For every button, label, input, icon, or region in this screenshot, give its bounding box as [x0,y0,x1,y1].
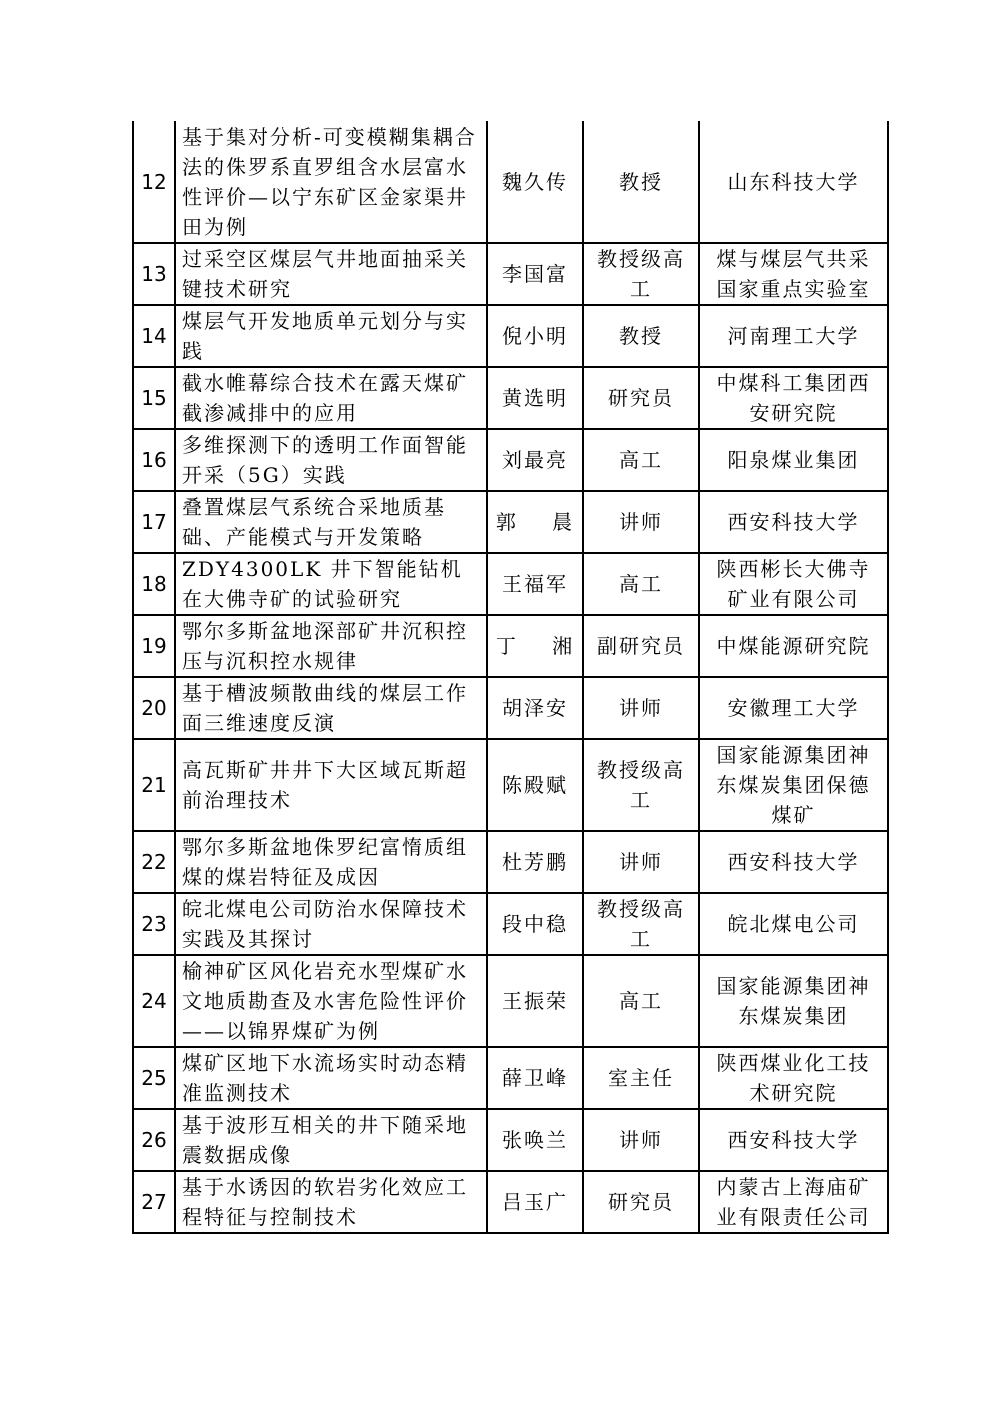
row-number: 17 [133,491,175,553]
author-title: 研究员 [583,367,699,429]
paper-title: 煤矿区地下水流场实时动态精准监测技术 [175,1047,487,1109]
author-organization: 国家能源集团神东煤炭集团保德煤矿 [699,739,888,831]
table-row [133,121,888,243]
table-row [133,305,888,367]
author-organization: 陕西彬长大佛寺矿业有限公司 [699,553,888,615]
author-organization: 山东科技大学 [699,121,888,243]
table-row [133,1047,888,1109]
author-title: 教授级高工 [583,243,699,305]
paper-title: 基于水诱因的软岩劣化效应工程特征与控制技术 [175,1171,487,1233]
paper-title: 鄂尔多斯盆地深部矿井沉积控压与沉积控水规律 [175,615,487,677]
table-row [133,893,888,955]
author-name: 张唤兰 [487,1109,583,1171]
author-title: 高工 [583,553,699,615]
paper-title: 榆神矿区风化岩充水型煤矿水文地质勘查及水害危险性评价——以锦界煤矿为例 [175,955,487,1047]
row-number: 12 [133,121,175,243]
author-name: 吕玉广 [487,1171,583,1233]
table-row [133,553,888,615]
table-row [133,491,888,553]
author-name: 郭 晨 [487,491,583,553]
table-row [133,739,888,831]
author-name: 李国富 [487,243,583,305]
author-title: 讲师 [583,677,699,739]
author-title: 教授 [583,305,699,367]
paper-title: ZDY4300LK 井下智能钻机在大佛寺矿的试验研究 [175,553,487,615]
author-organization: 西安科技大学 [699,831,888,893]
table-row [133,831,888,893]
paper-title: 基于集对分析-可变模糊集耦合法的侏罗系直罗组含水层富水性评价—以宁东矿区金家渠井田为例 [175,121,487,243]
author-name: 杜芳鹏 [487,831,583,893]
paper-title: 皖北煤电公司防治水保障技术实践及其探讨 [175,893,487,955]
author-title: 室主任 [583,1047,699,1109]
row-number: 13 [133,243,175,305]
paper-title: 煤层气开发地质单元划分与实践 [175,305,487,367]
author-title: 教授 [583,121,699,243]
table-row [133,1109,888,1171]
author-name: 丁 湘 [487,615,583,677]
paper-title: 基于槽波频散曲线的煤层工作面三维速度反演 [175,677,487,739]
paper-title: 截水帷幕综合技术在露天煤矿截渗减排中的应用 [175,367,487,429]
award-table [132,121,889,1234]
author-name: 薛卫峰 [487,1047,583,1109]
author-title: 教授级高工 [583,893,699,955]
author-name: 刘最亮 [487,429,583,491]
author-name: 胡泽安 [487,677,583,739]
author-organization: 安徽理工大学 [699,677,888,739]
paper-title: 多维探测下的透明工作面智能开采（5G）实践 [175,429,487,491]
author-organization: 河南理工大学 [699,305,888,367]
author-name: 黄选明 [487,367,583,429]
paper-title: 叠置煤层气系统合采地质基础、产能模式与开发策略 [175,491,487,553]
row-number: 21 [133,739,175,831]
award-table-body [133,121,888,1233]
author-title: 教授级高工 [583,739,699,831]
author-title: 讲师 [583,1109,699,1171]
row-number: 25 [133,1047,175,1109]
table-row [133,955,888,1047]
author-organization: 中煤科工集团西安研究院 [699,367,888,429]
table-row [133,1171,888,1233]
author-organization: 煤与煤层气共采国家重点实验室 [699,243,888,305]
author-title: 研究员 [583,1171,699,1233]
author-name: 王福军 [487,553,583,615]
table-row [133,243,888,305]
paper-title: 鄂尔多斯盆地侏罗纪富惰质组煤的煤岩特征及成因 [175,831,487,893]
paper-title: 基于波形互相关的井下随采地震数据成像 [175,1109,487,1171]
row-number: 26 [133,1109,175,1171]
author-organization: 陕西煤业化工技术研究院 [699,1047,888,1109]
table-row [133,367,888,429]
table-row [133,429,888,491]
author-title: 高工 [583,955,699,1047]
author-title: 副研究员 [583,615,699,677]
author-name: 陈殿赋 [487,739,583,831]
author-organization: 西安科技大学 [699,1109,888,1171]
row-number: 15 [133,367,175,429]
paper-title: 过采空区煤层气井地面抽采关键技术研究 [175,243,487,305]
author-organization: 阳泉煤业集团 [699,429,888,491]
row-number: 18 [133,553,175,615]
author-organization: 中煤能源研究院 [699,615,888,677]
row-number: 19 [133,615,175,677]
row-number: 14 [133,305,175,367]
author-title: 讲师 [583,831,699,893]
paper-title: 高瓦斯矿井井下大区域瓦斯超前治理技术 [175,739,487,831]
author-name: 段中稳 [487,893,583,955]
author-organization: 皖北煤电公司 [699,893,888,955]
author-organization: 内蒙古上海庙矿业有限责任公司 [699,1171,888,1233]
table-row [133,615,888,677]
row-number: 24 [133,955,175,1047]
author-name: 王振荣 [487,955,583,1047]
author-organization: 西安科技大学 [699,491,888,553]
row-number: 27 [133,1171,175,1233]
author-name: 魏久传 [487,121,583,243]
table-row [133,677,888,739]
row-number: 22 [133,831,175,893]
row-number: 16 [133,429,175,491]
author-title: 高工 [583,429,699,491]
row-number: 20 [133,677,175,739]
author-organization: 国家能源集团神东煤炭集团 [699,955,888,1047]
row-number: 23 [133,893,175,955]
author-title: 讲师 [583,491,699,553]
author-name: 倪小明 [487,305,583,367]
